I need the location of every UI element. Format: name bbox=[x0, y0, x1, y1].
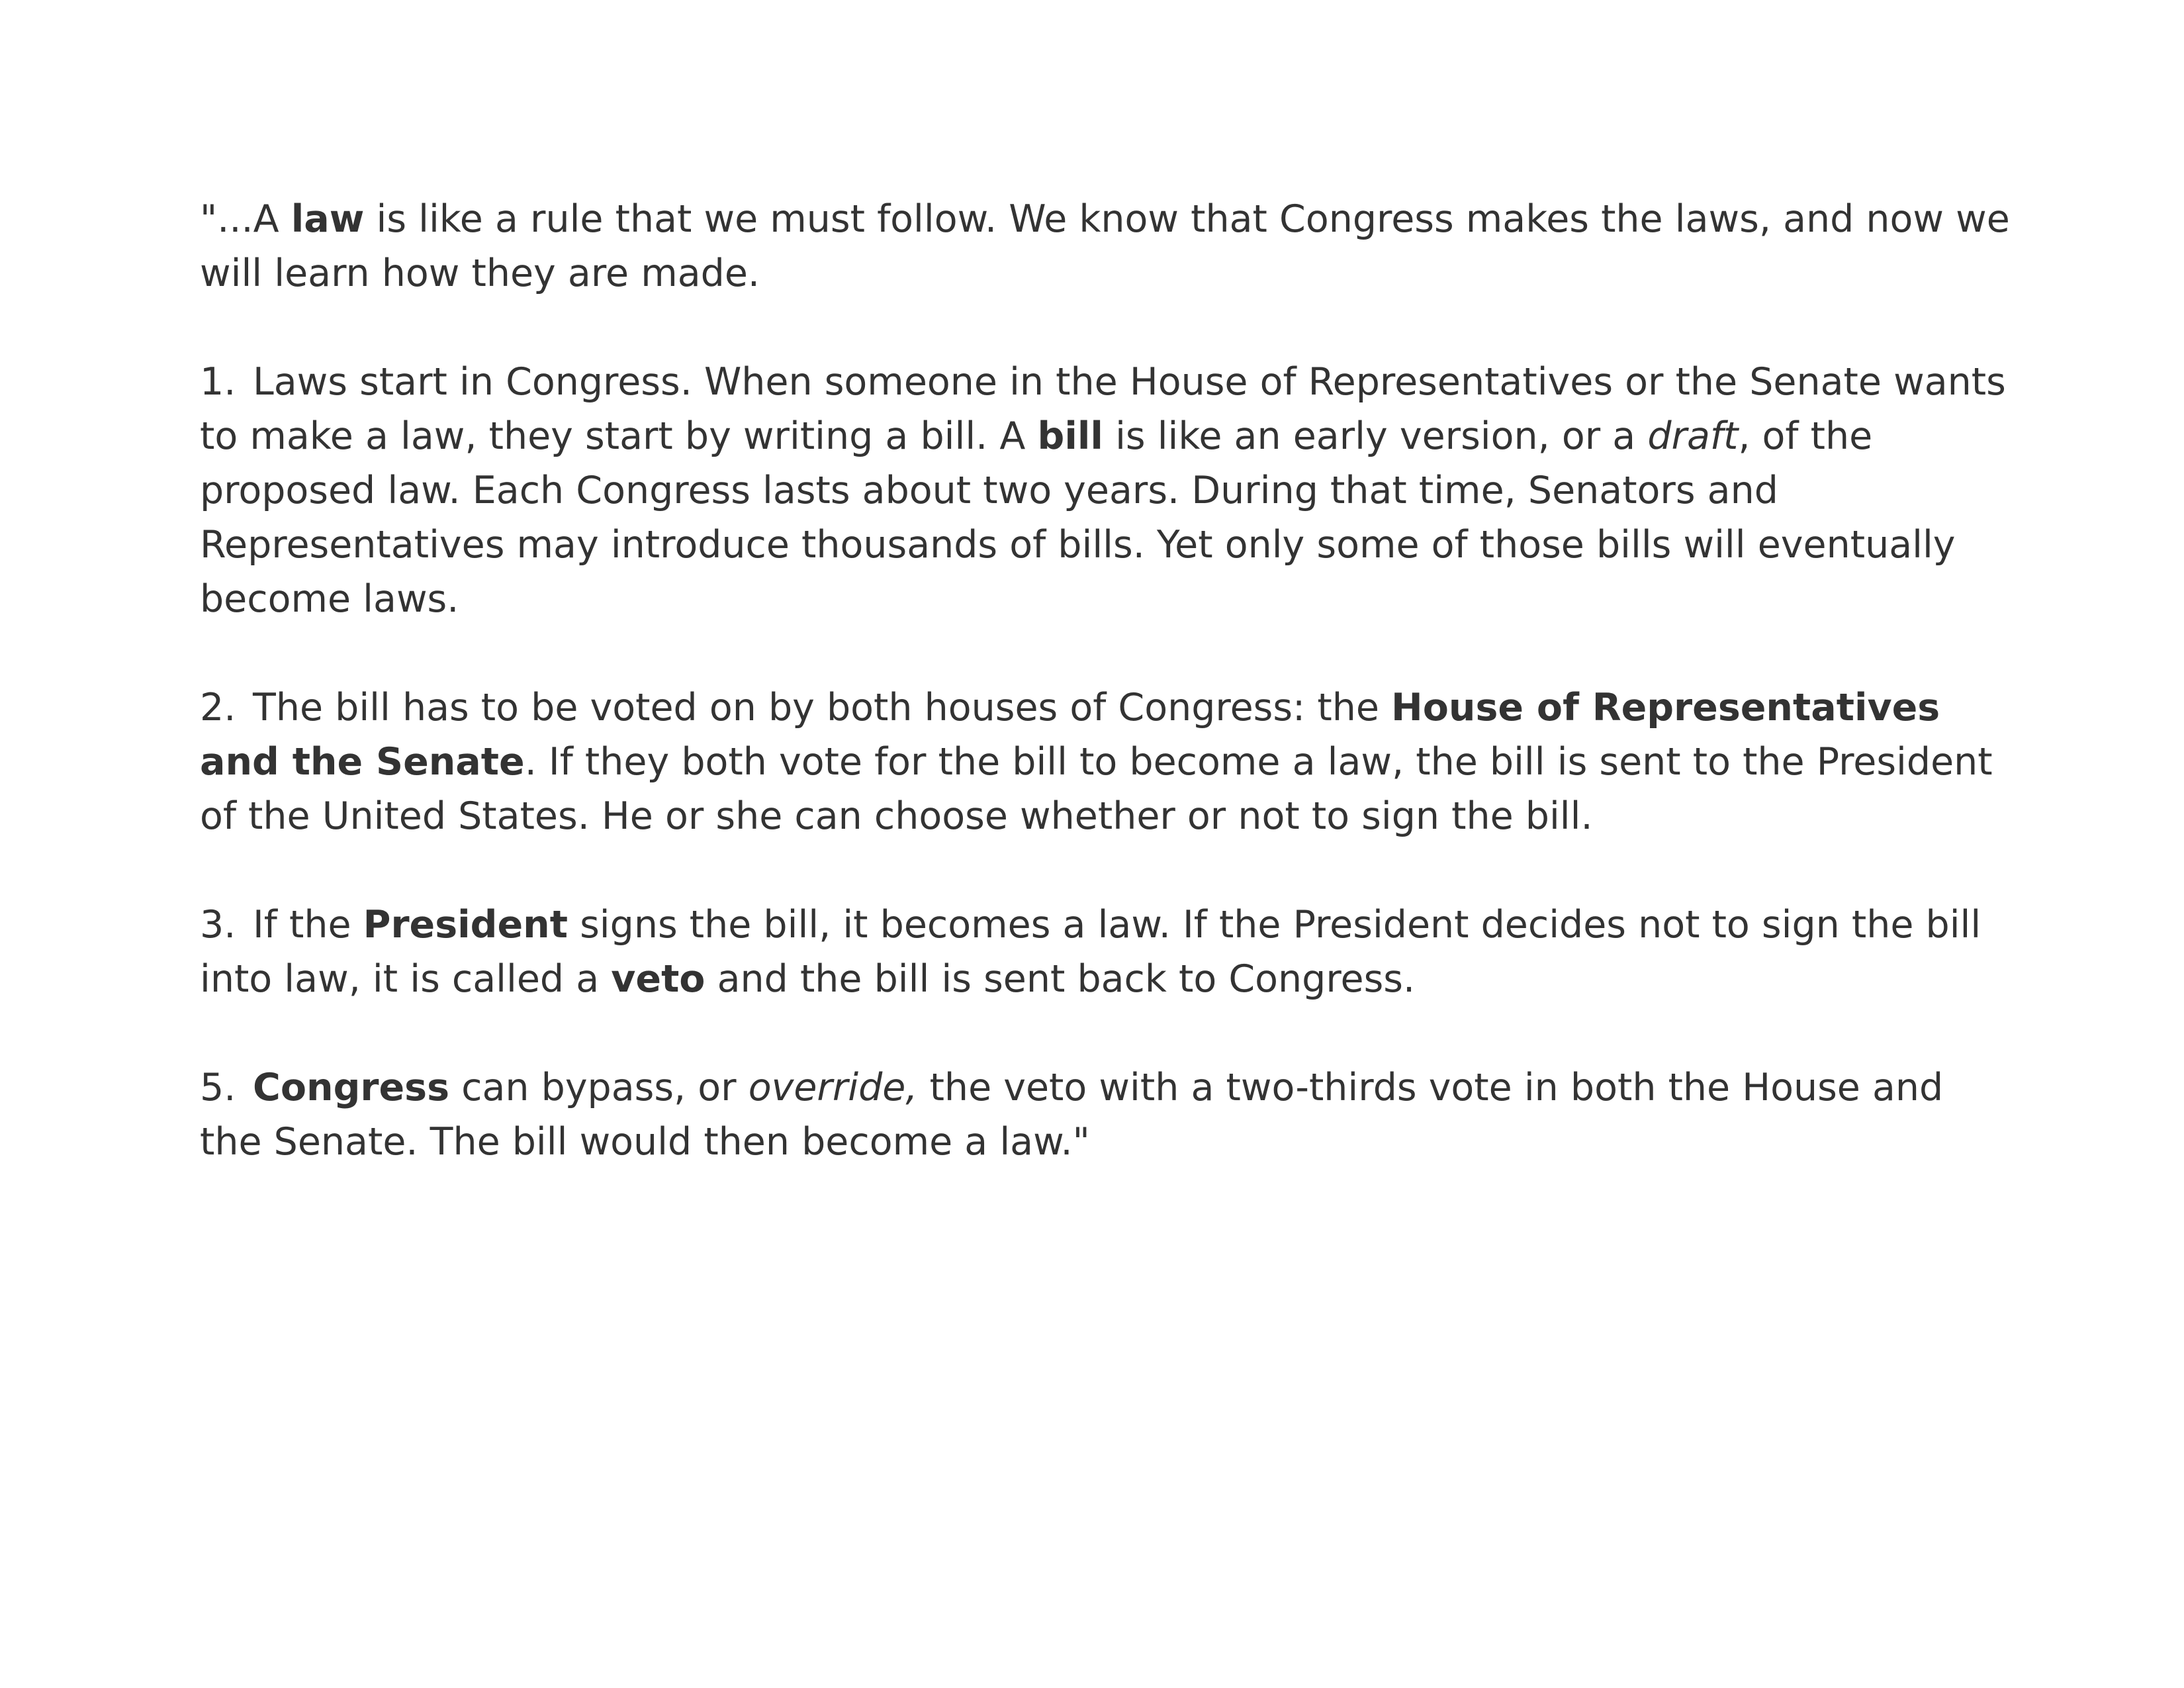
step-3-paragraph bbox=[200, 898, 2013, 1006]
intro-text-2: is like a rule that we must follow. We know that Congress makes the laws, and now we will learn how they are made. bbox=[200, 197, 2010, 295]
intro-paragraph bbox=[200, 192, 2013, 301]
term-house-and-senate: House of Representatives and the Senate bbox=[200, 686, 1940, 784]
step-3-number: 3. bbox=[200, 903, 236, 947]
step-2-paragraph bbox=[200, 680, 2013, 843]
step-5-text-1: can bypass, or bbox=[449, 1066, 749, 1109]
term-president: President bbox=[363, 903, 568, 947]
term-veto: veto bbox=[611, 957, 705, 1001]
term-bill: bill bbox=[1037, 414, 1103, 458]
step-2-text-1: The bill has to be voted on by both houses of Congress: the bbox=[253, 686, 1392, 729]
term-law: law bbox=[291, 197, 365, 241]
document-body bbox=[200, 192, 2013, 1169]
intro-text-1: "...A bbox=[200, 197, 291, 241]
step-5-paragraph bbox=[200, 1060, 2013, 1169]
step-1-text-1: Laws start in Congress. When someone in the House of Representatives or the Senate wants to make a law, they start by writing a bill. A bbox=[200, 360, 2006, 458]
step-3-text-3: and the bill is sent back to Congress. bbox=[705, 957, 1416, 1001]
step-1-number: 1. bbox=[200, 360, 236, 404]
step-5-text-2: the veto with a two-thirds vote in both the House and the Senate. The bill would then become a law." bbox=[200, 1066, 1944, 1164]
step-1-text-3: , of the proposed law. Each Congress lasts about two years. During that time, Senators and Representatives may introduce thousands of bills. Yet only some of those bills will eventually become laws. bbox=[200, 414, 1956, 621]
term-override: override, bbox=[748, 1066, 918, 1109]
step-5-number: 5. bbox=[200, 1066, 236, 1109]
term-congress: Congress bbox=[253, 1066, 449, 1109]
step-1-text-2: is like an early version, or a bbox=[1103, 414, 1648, 458]
term-draft: draft bbox=[1647, 414, 1739, 458]
step-1-paragraph bbox=[200, 355, 2013, 626]
step-2-number: 2. bbox=[200, 686, 236, 729]
step-2-text-2: . If they both vote for the bill to become a law, the bill is sent to the President of the United States. He or she can choose whether or not to sign the bill. bbox=[200, 740, 1993, 838]
step-3-text-1: If the bbox=[253, 903, 363, 947]
step-3-text-2: signs the bill, it becomes a law. If the President decides not to sign the bill into law, it is called a bbox=[200, 903, 1981, 1001]
